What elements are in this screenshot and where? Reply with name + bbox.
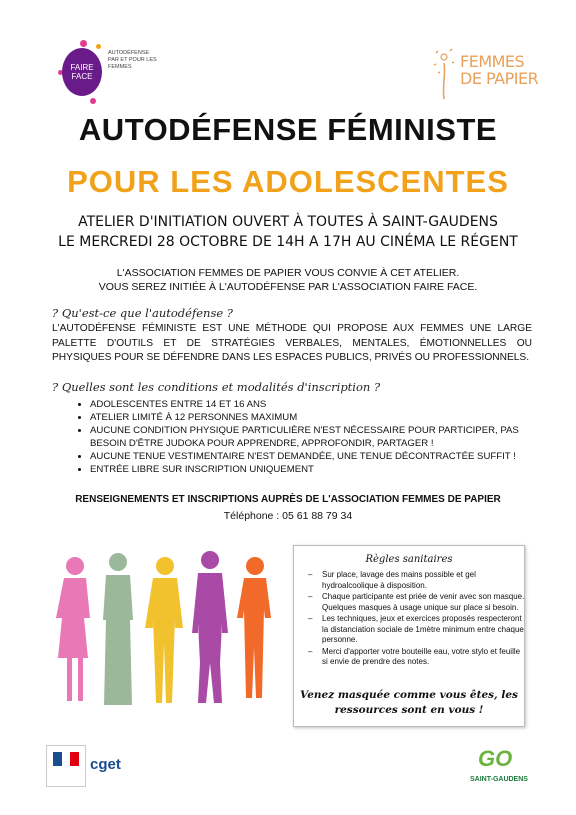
conditions-list bbox=[70, 398, 550, 476]
renseignements: RENSEIGNEMENTS ET INSCRIPTIONS AUPRÈS DE L'ASSOCIATION FEMMES DE PAPIER bbox=[75, 494, 501, 505]
phone-number: Téléphone : 05 61 88 79 34 bbox=[223, 510, 353, 522]
answer-autodefense: L'AUTODÉFENSE FÉMINISTE EST UNE MÉTHODE QUI PROPOSE AUX FEMMES UNE LARGE PALETTE D'OUTILS ET DE STRATÉGIES VERBALES, MENTALES, ÉMOTIONNELLES OU PHYSIQUES POUR SE DÉFENDRE DANS LES ESPACES PUBLICS, PRIVÉS OU PROFESSIONNELS. bbox=[52, 323, 532, 363]
question-autodefense: ? Qu'est-ce que l'autodéfense ? bbox=[52, 306, 233, 320]
list-item: • AUCUNE TENUE VESTIMENTAIRE N'EST DEMANDÉE, UNE TENUE DÉCONTRACTÉE SUFFIT ! bbox=[90, 450, 550, 463]
sanitary-rules-footer: Venez masquée comme vous êtes, les ressources sont en vous ! bbox=[300, 689, 518, 716]
list-item: • ADOLESCENTES ENTRE 14 ET 16 ANS bbox=[90, 398, 550, 411]
woman-figure-yellow bbox=[145, 557, 183, 703]
list-item: – Merci d'apporter votre bouteille eau, votre stylo et feuille si envie de prendre des notes. bbox=[322, 647, 527, 668]
invite-line-2: VOUS SEREZ INITIÉE À L'AUTODÉFENSE PAR L'ASSOCIATION FAIRE FACE. bbox=[98, 281, 478, 293]
saint-gaudens-logo bbox=[470, 740, 540, 800]
list-item: – Chaque participante est priée de venir avec son masque. Quelques masques à usage unique sur place si besoin. bbox=[322, 592, 527, 613]
cget-logo: cget bbox=[90, 756, 121, 773]
saint-gaudens-name: SAINT-GAUDENS bbox=[470, 776, 528, 783]
list-item: • AUCUNE CONDITION PHYSIQUE PARTICULIÈRE N'EST NÉCESSAIRE POUR PARTICIPER, PAS BESOIN D'ÊTRE JUDOKA POUR APPRENDRE, APPROFONDIR, PARTAGER ! bbox=[90, 424, 550, 450]
sanitary-rules-list bbox=[304, 570, 527, 669]
list-item: • ATELIER LIMITÉ À 12 PERSONNES MAXIMUM bbox=[90, 411, 550, 424]
list-item: – Les techniques, jeux et exercices proposés respecteront la distanciation sociale de 1mètre minimum entre chaque personne. bbox=[322, 614, 527, 646]
event-line-1: ATELIER D'INITIATION OUVERT À TOUTES À SAINT-GAUDENS bbox=[78, 214, 498, 230]
faire-face-tagline: AUTODÉFENSE PAR ET POUR LES FEMMES bbox=[108, 50, 157, 70]
woman-figure-green bbox=[103, 553, 133, 705]
list-item: – Sur place, lavage des mains possible et gel hydroalcoolique à disposition. bbox=[322, 570, 527, 591]
woman-figure-purple bbox=[192, 551, 228, 703]
invite-line-1: L'ASSOCIATION FEMMES DE PAPIER VOUS CONVIE À CET ATELIER. bbox=[116, 267, 460, 279]
women-illustration bbox=[50, 548, 280, 728]
event-line-2: LE MERCREDI 28 OCTOBRE DE 14H A 17H AU CINÉMA LE RÉGENT bbox=[58, 234, 518, 250]
subtitle: POUR LES ADOLESCENTES bbox=[67, 164, 509, 199]
main-title: AUTODÉFENSE FÉMINISTE bbox=[78, 112, 498, 147]
list-item: • ENTRÉE LIBRE SUR INSCRIPTION UNIQUEMENT bbox=[90, 463, 550, 476]
faire-face-badge: FAIRE FACE bbox=[62, 48, 102, 96]
saint-gaudens-go: GO bbox=[478, 746, 513, 771]
femmes-de-papier-logo bbox=[430, 45, 540, 105]
faire-face-logo bbox=[62, 40, 172, 110]
femmes-de-papier-wordmark: FEMMES DE PAPIER bbox=[460, 52, 539, 88]
woman-figure-orange bbox=[237, 557, 271, 698]
republique-francaise-logo bbox=[46, 745, 86, 787]
question-conditions: ? Quelles sont les conditions et modalités d'inscription ? bbox=[52, 380, 381, 394]
woman-figure-pink bbox=[56, 557, 90, 701]
sanitary-rules-title: Règles sanitaires bbox=[365, 554, 453, 565]
sanitary-rules-box bbox=[293, 545, 525, 727]
leaf-figure-icon bbox=[430, 45, 458, 100]
